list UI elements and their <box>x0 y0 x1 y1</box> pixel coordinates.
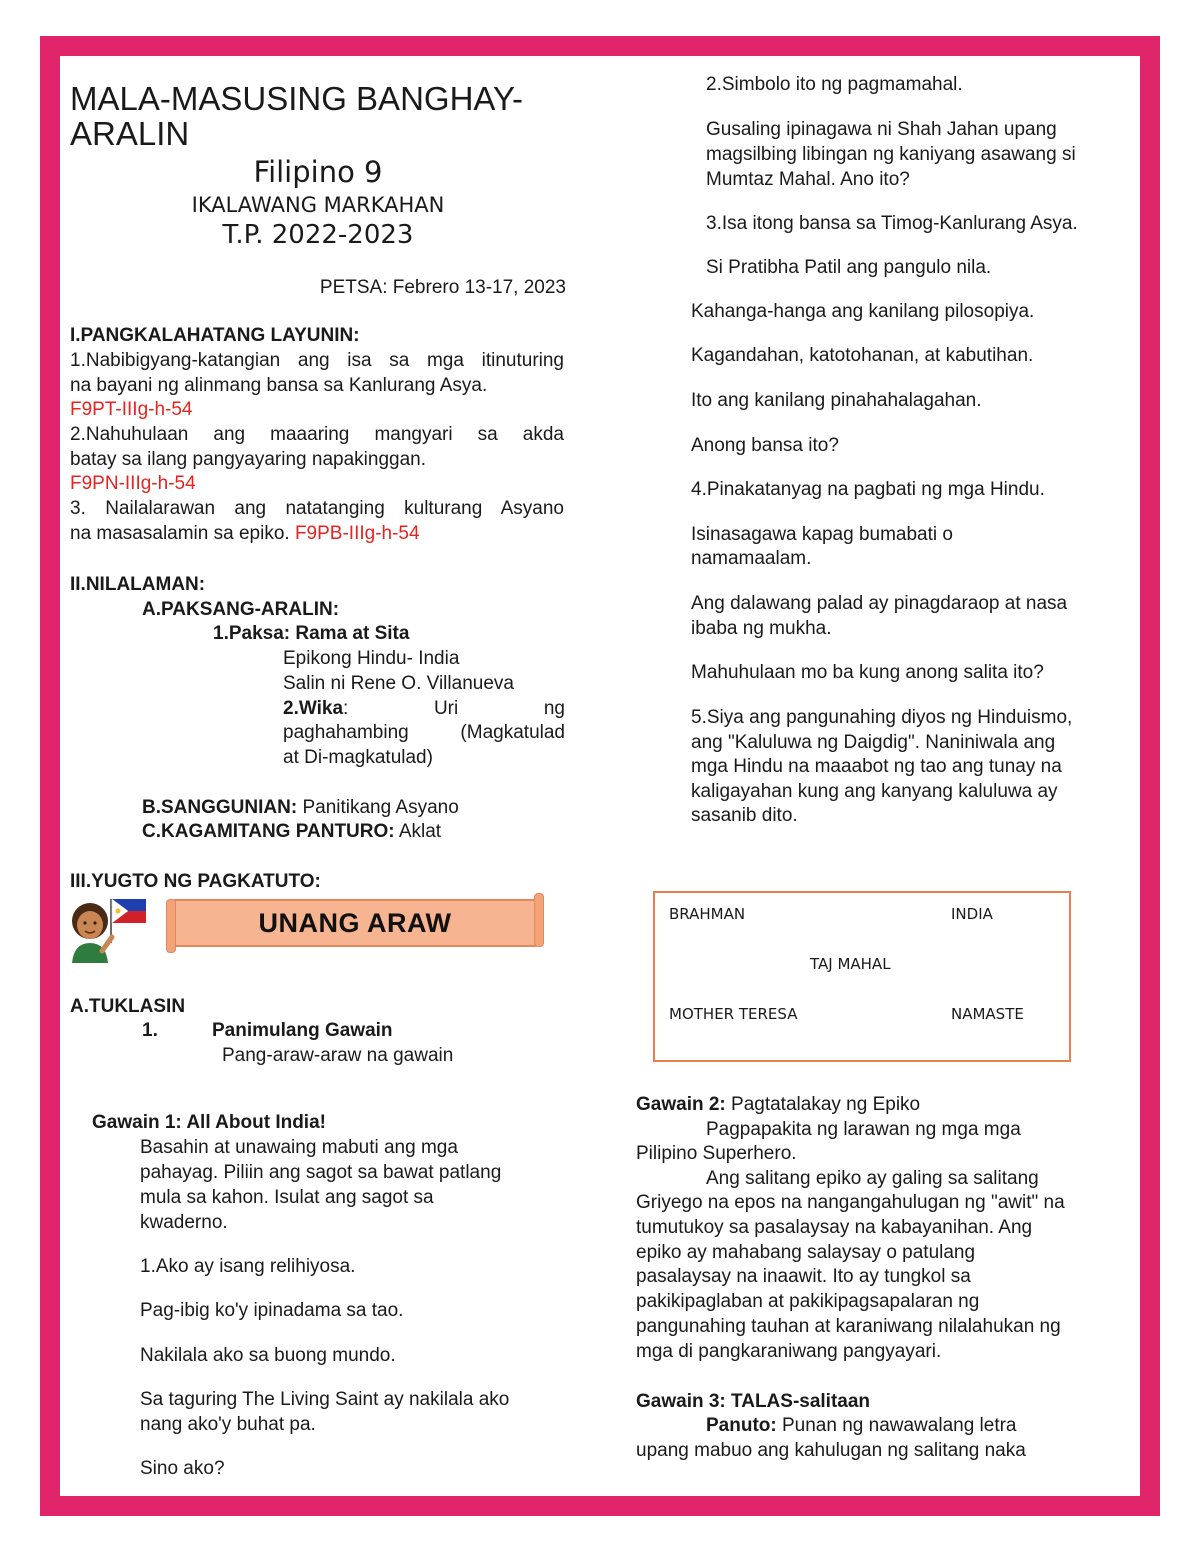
reference: B.SANGGUNIAN: Panitikang Asyano <box>142 797 459 818</box>
gawain2-p2-5: pasalaysay na inaawit. Ito ay tungkol sa <box>636 1266 971 1287</box>
quarter: IKALAWANG MARKAHAN <box>191 193 445 217</box>
objective-2-line-2: batay sa ilang pangyayaring napakinggan. <box>70 449 426 470</box>
content-heading: II.NILALAMAN: <box>70 574 206 595</box>
objective-3-line-2: na masasalamin sa epiko. F9PB-IIIg-h-54 <box>70 523 420 544</box>
gawain1-instr-4: kwaderno. <box>140 1212 228 1233</box>
paksa-label: 1.Paksa: Rama at Sita <box>213 623 410 644</box>
wika-label: 2.Wika <box>283 698 344 719</box>
question-5-b: ang "Kaluluwa ng Daigdig". Naniniwala ang <box>691 732 1056 753</box>
question-4-e: Mahuhulaan mo ba kung anong salita ito? <box>691 662 1044 683</box>
wika-line-3: at Di-magkatulad) <box>283 747 433 768</box>
question-5-d: kaligayahan kung ang kanyang kaluluwa ay <box>691 781 1058 802</box>
objective-1-line-1: 1.Nabibigyang-katangian ang isa sa mga itinuturing <box>70 350 564 371</box>
objective-1-line-2: na bayani ng alinmang bansa sa Kanlurang Asya. <box>70 375 488 396</box>
paksa-line-2: Salin ni Rene O. Villanueva <box>283 673 514 694</box>
wika-line-2: paghahambing (Magkatulad <box>283 722 565 743</box>
objectives-heading: I.PANGKALAHATANG LAYUNIN: <box>70 325 360 346</box>
question-3: 3.Isa itong bansa sa Timog-Kanlurang Asya. <box>706 213 1078 234</box>
gawain1-instr-3: mula sa kahon. Isulat ang sagot sa <box>140 1187 434 1208</box>
word-namaste: NAMASTE <box>951 1005 1024 1023</box>
gawain2-p2-7: pangunahing tauhan at karaniwang nilalahukan ng <box>636 1316 1061 1337</box>
item-number: 1. <box>142 1020 158 1041</box>
gawain2-p2-4: epiko ay mahabang salaysay o patulang <box>636 1242 976 1263</box>
gawain2-p2-1: Ang salitang epiko ay galing sa salitang <box>706 1168 1039 1189</box>
tuklasin-heading: A.TUKLASIN <box>70 996 186 1017</box>
question-5-e: sasanib dito. <box>691 805 798 826</box>
question-3-d: Ito ang kanilang pinahahalagahan. <box>691 390 982 411</box>
gawain2-p2-6: pakikipaglaban at pakikipagsapalaran ng <box>636 1291 980 1312</box>
panimula-label: Panimulang Gawain <box>212 1020 393 1041</box>
materials: C.KAGAMITANG PANTURO: Aklat <box>142 821 442 842</box>
question-2-a: Gusaling ipinagawa ni Shah Jahan upang <box>706 119 1057 140</box>
question-1-line-4a: Sa taguring The Living Saint ay nakilala ako <box>140 1389 510 1410</box>
title-line-2: ARALIN <box>70 115 190 152</box>
stages-heading: III.YUGTO NG PAGKATUTO: <box>70 871 321 892</box>
question-4-a: Isinasagawa kapag bumabati o <box>691 524 953 545</box>
word-brahman: BRAHMAN <box>669 905 746 923</box>
subject: Filipino 9 <box>253 155 383 189</box>
question-4-c: Ang dalawang palad ay pinagdaraop at nasa <box>691 593 1068 614</box>
gawain1-title: Gawain 1: All About India! <box>92 1112 326 1133</box>
question-5-c: mga Hindu na maaabot ng tao ang tunay na <box>691 756 1062 777</box>
word-india: INDIA <box>951 905 993 923</box>
gawain3-title: Gawain 3: TALAS-salitaan <box>636 1391 871 1412</box>
question-2-c: Mumtaz Mahal. Ano ito? <box>706 169 910 190</box>
question-4-b: namamaalam. <box>691 548 812 569</box>
question-2: 2.Simbolo ito ng pagmamahal. <box>706 74 963 95</box>
question-1-line-5: Sino ako? <box>140 1458 225 1479</box>
question-3-c: Kagandahan, katotohanan, at kabutihan. <box>691 345 1034 366</box>
banner-label: UNANG ARAW <box>258 908 452 938</box>
question-3-a: Si Pratibha Patil ang pangulo nila. <box>706 257 992 278</box>
gawain3-panuto: Panuto: Punan ng nawawalang letra <box>706 1415 1017 1436</box>
gawain2-p1-a: Pagpapakita ng larawan ng mga mga <box>706 1119 1021 1140</box>
objective-3-code: F9PB-IIIg-h-54 <box>294 523 420 544</box>
paksa-line-1: Epikong Hindu- India <box>283 648 460 669</box>
wika-line-1: 2.Wika: Uri ng <box>283 698 565 719</box>
question-1-line-4b: nang ako'y buhat pa. <box>140 1414 316 1435</box>
gawain1-instr-1: Basahin at unawaing mabuti ang mga <box>140 1137 458 1158</box>
question-4: 4.Pinakatanyag na pagbati ng mga Hindu. <box>691 479 1045 500</box>
gawain2-p2-3: tumutukoy sa pasalaysay na kabayanihan. Ang <box>636 1217 1033 1238</box>
question-1: 1.Ako ay isang relihiyosa. <box>140 1256 356 1277</box>
topic-heading: A.PAKSANG-ARALIN: <box>142 599 340 620</box>
question-1-line-3: Nakilala ako sa buong mundo. <box>140 1345 396 1366</box>
teacher-avatar-icon <box>66 893 154 965</box>
question-1-line-2: Pag-ibig ko'y ipinadama sa tao. <box>140 1300 404 1321</box>
gawain2-p2-8: mga di pangkaraniwang pangyayari. <box>636 1341 942 1362</box>
gawain2-p1-b: Pilipino Superhero. <box>636 1143 797 1164</box>
gawain2-title: Gawain 2: Pagtatalakay ng Epiko <box>636 1094 921 1115</box>
gawain1-instr-2: pahayag. Piliin ang sagot sa bawat patlang <box>140 1162 502 1183</box>
objective-3-line-1: 3. Nailalarawan ang natatanging kulturang Asyano <box>70 498 564 519</box>
question-3-b: Kahanga-hanga ang kanilang pilosopiya. <box>691 301 1035 322</box>
word-taj-mahal: TAJ MAHAL <box>810 955 891 973</box>
objective-2-line-1: 2.Nahuhulaan ang maaaring mangyari sa akda <box>70 424 564 445</box>
gawain3-panuto-b: upang mabuo ang kahulugan ng salitang naka <box>636 1440 1026 1461</box>
question-3-e: Anong bansa ito? <box>691 435 839 456</box>
question-2-b: magsilbing libingan ng kaniyang asawang si <box>706 144 1076 165</box>
objective-1-code: F9PT-IIIg-h-54 <box>70 399 193 420</box>
word-mother-teresa: MOTHER TERESA <box>669 1005 798 1023</box>
question-5-a: 5.Siya ang pangunahing diyos ng Hinduismo, <box>691 707 1073 728</box>
title-line-1: MALA-MASUSING BANGHAY- <box>70 80 523 117</box>
objective-2-code: F9PN-IIIg-h-54 <box>70 473 196 494</box>
question-4-d: ibaba ng mukha. <box>691 618 832 639</box>
gawain2-p2-2: Griyego na epos na nangangahulugan ng "awit" na <box>636 1192 1065 1213</box>
date: PETSA: Febrero 13-17, 2023 <box>319 277 566 298</box>
school-year: T.P. 2022-2023 <box>222 220 414 250</box>
panimula-sub: Pang-araw-araw na gawain <box>222 1045 454 1066</box>
